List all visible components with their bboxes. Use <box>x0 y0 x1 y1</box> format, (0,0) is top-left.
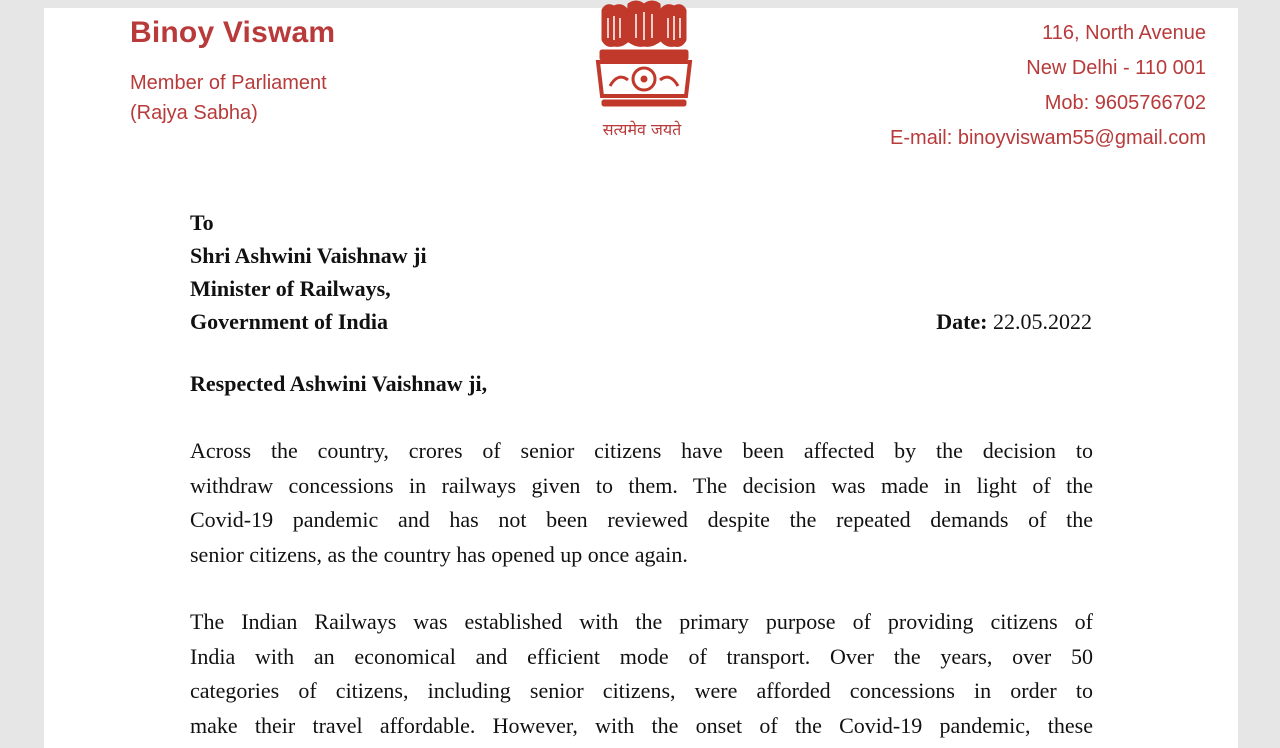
address-line-1: 116, North Avenue <box>1042 22 1206 44</box>
recipient-name: Shri Ashwini Vaishnaw ji <box>190 243 427 268</box>
paragraph-2 <box>190 605 1093 743</box>
paragraph-line: Across the country, crores of senior citizens have been affected by the decision to <box>190 438 1093 463</box>
paragraph-1 <box>190 434 1093 572</box>
paragraph-line: categories of citizens, including senior citizens, were afforded concessions in order to <box>190 678 1093 703</box>
letter-page <box>44 8 1238 748</box>
emblem-motto: सत्यमेव जयते <box>602 120 682 139</box>
sender-name: Binoy Viswam <box>130 16 336 49</box>
sender-contact-block <box>890 16 1206 156</box>
paragraph-line: Covid-19 pandemic and has not been reviewed despite the repeated demands of the <box>190 507 1093 532</box>
address-line-2: New Delhi - 110 001 <box>1026 57 1206 79</box>
paragraph-line: withdraw concessions in railways given to them. The decision was made in light of the <box>190 472 1093 498</box>
sender-house: (Rajya Sabha) <box>130 102 258 124</box>
salutation: Respected Ashwini Vaishnaw ji, <box>190 371 488 396</box>
recipient-to: To <box>190 210 214 235</box>
paragraph-line: The Indian Railways was established with the primary purpose of providing citizens of <box>190 609 1093 634</box>
sender-designation-block <box>130 68 327 128</box>
date-label: Date: <box>936 309 988 334</box>
paragraph-line: senior citizens, as the country has opened up once again. <box>190 541 688 567</box>
paragraph-line: India with an economical and efficient mode of transport. Over the years, over 50 <box>190 643 1093 669</box>
national-emblem-icon <box>592 0 696 118</box>
recipient-org: Government of India <box>190 309 388 334</box>
paragraph-line: make their travel affordable. However, with the onset of the Covid-19 pandemic, these <box>190 712 1093 738</box>
letter-date <box>936 305 1092 338</box>
mobile-number: Mob: 9605766702 <box>1044 92 1206 114</box>
recipient-block <box>190 206 427 338</box>
date-value: 22.05.2022 <box>993 309 1092 334</box>
sender-designation: Member of Parliament <box>130 72 327 94</box>
recipient-title: Minister of Railways, <box>190 276 391 301</box>
email-address: E-mail: binoyviswam55@gmail.com <box>890 127 1206 149</box>
